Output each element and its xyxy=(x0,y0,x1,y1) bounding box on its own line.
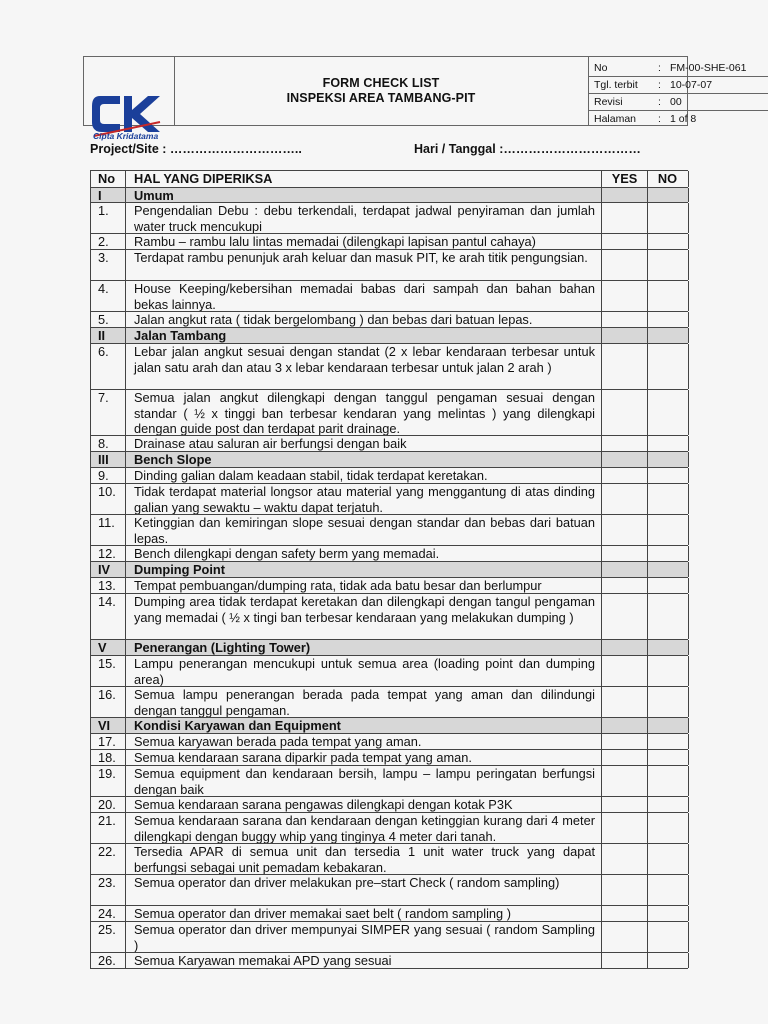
no-checkbox-cell[interactable] xyxy=(647,906,689,921)
yes-checkbox-cell[interactable] xyxy=(602,875,648,905)
row-item-text: Drainase atau saluran air berfungsi dengan baik xyxy=(126,436,602,451)
form-header xyxy=(83,56,747,126)
meta-sep: : xyxy=(658,96,661,108)
checklist-row xyxy=(90,733,688,749)
row-number: IV xyxy=(90,562,126,577)
checklist-row xyxy=(90,812,688,843)
no-checkbox-cell xyxy=(647,452,689,467)
no-checkbox-cell[interactable] xyxy=(647,515,689,545)
date-field[interactable]: Hari / Tanggal :…………………………… xyxy=(414,142,641,156)
row-number: 8. xyxy=(90,436,126,451)
row-item-text: Lebar jalan angkut sesuai dengan standat (2 x lebar kendaraan terbesar untuk jalan satu arah dan atau 3 x lebar kendaraan terbesar untuk jalan 2 arah ) xyxy=(126,344,602,389)
yes-checkbox-cell[interactable] xyxy=(602,390,648,435)
header-no: No xyxy=(90,171,126,187)
row-number: 5. xyxy=(90,312,126,327)
meta-key: Revisi xyxy=(594,96,623,108)
row-item-text: Semua kendaraan sarana dan kendaraan dengan ketinggian kurang dari 4 meter dilengkapi dengan buggy whip yang tinginya 4 meter dari tanah. xyxy=(126,813,602,843)
no-checkbox-cell[interactable] xyxy=(647,390,689,435)
row-number: II xyxy=(90,328,126,343)
yes-checkbox-cell[interactable] xyxy=(602,312,648,327)
row-item-text: Semua equipment dan kendaraan bersih, lampu – lampu peringatan berfungsi dengan baik xyxy=(126,766,602,796)
yes-checkbox-cell[interactable] xyxy=(602,906,648,921)
form-title: FORM CHECK LIST xyxy=(322,76,440,90)
section-row xyxy=(90,327,688,343)
meta-row-revision xyxy=(588,93,768,111)
title-cell xyxy=(174,57,589,125)
table-header-row xyxy=(90,170,688,187)
no-checkbox-cell xyxy=(647,562,689,577)
checklist-row xyxy=(90,796,688,812)
row-number: 20. xyxy=(90,797,126,812)
section-title: Jalan Tambang xyxy=(126,328,602,343)
no-checkbox-cell[interactable] xyxy=(647,875,689,905)
row-number: 1. xyxy=(90,203,126,233)
yes-checkbox-cell xyxy=(602,452,648,467)
checklist-row xyxy=(90,577,688,593)
section-row xyxy=(90,451,688,467)
yes-checkbox-cell[interactable] xyxy=(602,281,648,311)
checklist-row xyxy=(90,343,688,389)
header-no-answer: NO xyxy=(647,171,689,187)
yes-checkbox-cell xyxy=(602,718,648,733)
no-checkbox-cell[interactable] xyxy=(647,953,689,968)
meta-value: FM-00-SHE-061 xyxy=(670,62,747,74)
checklist-row xyxy=(90,545,688,561)
meta-key: No xyxy=(594,62,608,74)
yes-checkbox-cell[interactable] xyxy=(602,250,648,280)
row-number: 9. xyxy=(90,468,126,483)
form-subtitle: INSPEKSI AREA TAMBANG-PIT xyxy=(286,91,476,105)
meta-key: Tgl. terbit xyxy=(594,79,638,91)
row-item-text: Rambu – rambu lalu lintas memadai (dilengkapi lapisan pantul cahaya) xyxy=(126,234,602,249)
row-number: 16. xyxy=(90,687,126,717)
row-item-text: Semua operator dan driver mempunyai SIMPER yang sesuai ( random Sampling ) xyxy=(126,922,602,952)
meta-sep: : xyxy=(658,113,661,125)
row-number: I xyxy=(90,188,126,202)
yes-checkbox-cell[interactable] xyxy=(602,922,648,952)
section-row xyxy=(90,561,688,577)
checklist-row xyxy=(90,874,688,905)
yes-checkbox-cell xyxy=(602,188,648,202)
section-title: Umum xyxy=(126,188,602,202)
row-number: 26. xyxy=(90,953,126,968)
row-item-text: House Keeping/kebersihan memadai babas dari sampah dan bahan bahan bekas lainnya. xyxy=(126,281,602,311)
row-item-text: Dumping area tidak terdapat keretakan dan dilengkapi dengan tangul pengaman yang memadai ( ½ x tingi ban terbesar kendaraan yang melakukan dumping ) xyxy=(126,594,602,639)
row-number: 14. xyxy=(90,594,126,639)
checklist-row xyxy=(90,202,688,233)
row-number: 11. xyxy=(90,515,126,545)
yes-checkbox-cell[interactable] xyxy=(602,687,648,717)
row-item-text: Jalan angkut rata ( tidak bergelombang ) dan bebas dari batuan lepas. xyxy=(126,312,602,327)
row-number: 21. xyxy=(90,813,126,843)
checklist-row xyxy=(90,593,688,639)
meta-row-no xyxy=(588,59,768,77)
meta-value: 1 of 8 xyxy=(670,113,697,125)
section-row xyxy=(90,187,688,202)
yes-checkbox-cell[interactable] xyxy=(602,734,648,749)
yes-checkbox-cell[interactable] xyxy=(602,546,648,561)
yes-checkbox-cell xyxy=(602,562,648,577)
header-yes: YES xyxy=(602,171,648,187)
no-checkbox-cell[interactable] xyxy=(647,312,689,327)
no-checkbox-cell xyxy=(647,188,689,202)
row-number: 18. xyxy=(90,750,126,765)
row-number: V xyxy=(90,640,126,655)
no-checkbox-cell xyxy=(647,718,689,733)
document-meta xyxy=(588,57,747,125)
no-checkbox-cell[interactable] xyxy=(647,844,689,874)
checklist-row xyxy=(90,514,688,545)
checklist-row xyxy=(90,921,688,952)
meta-key: Halaman xyxy=(594,113,637,125)
row-item-text: Semua operator dan driver memakai saet belt ( random sampling ) xyxy=(126,906,602,921)
yes-checkbox-cell[interactable] xyxy=(602,953,648,968)
meta-row-date xyxy=(588,76,768,94)
yes-checkbox-cell[interactable] xyxy=(602,844,648,874)
row-item-text: Terdapat rambu penunjuk arah keluar dan masuk PIT, ke arah titik pengungsian. xyxy=(126,250,602,280)
yes-checkbox-cell[interactable] xyxy=(602,813,648,843)
no-checkbox-cell[interactable] xyxy=(647,436,689,451)
checklist-row xyxy=(90,843,688,874)
checklist-row xyxy=(90,280,688,311)
row-number: 2. xyxy=(90,234,126,249)
no-checkbox-cell xyxy=(647,640,689,655)
row-number: 22. xyxy=(90,844,126,874)
yes-checkbox-cell[interactable] xyxy=(602,766,648,796)
row-item-text: Semua jalan angkut dilengkapi dengan tanggul pengaman sesuai dengan standar ( ½ x tinggi ban terbesar kendaran yang melintas ) yang dilengkapi dengan guide post dan terdapat parit drainage. xyxy=(126,390,602,435)
no-checkbox-cell[interactable] xyxy=(647,797,689,812)
no-checkbox-cell[interactable] xyxy=(647,344,689,389)
checklist-row xyxy=(90,952,688,968)
row-item-text: Semua kendaraan sarana diparkir pada tempat yang aman. xyxy=(126,750,602,765)
section-title: Dumping Point xyxy=(126,562,602,577)
project-site-field[interactable]: Project/Site : ………………………….. xyxy=(90,142,302,156)
no-checkbox-cell[interactable] xyxy=(647,250,689,280)
meta-sep: : xyxy=(658,79,661,91)
no-checkbox-cell xyxy=(647,328,689,343)
section-row xyxy=(90,717,688,733)
no-checkbox-cell[interactable] xyxy=(647,234,689,249)
no-checkbox-cell[interactable] xyxy=(647,546,689,561)
row-number: III xyxy=(90,452,126,467)
section-title: Bench Slope xyxy=(126,452,602,467)
yes-checkbox-cell[interactable] xyxy=(602,344,648,389)
section-row xyxy=(90,639,688,655)
yes-checkbox-cell[interactable] xyxy=(602,234,648,249)
row-number: 6. xyxy=(90,344,126,389)
row-number: VI xyxy=(90,718,126,733)
no-checkbox-cell[interactable] xyxy=(647,687,689,717)
yes-checkbox-cell[interactable] xyxy=(602,484,648,514)
row-number: 13. xyxy=(90,578,126,593)
checklist-row xyxy=(90,311,688,327)
row-number: 12. xyxy=(90,546,126,561)
table-bottom-border xyxy=(90,968,688,969)
yes-checkbox-cell[interactable] xyxy=(602,797,648,812)
row-number: 24. xyxy=(90,906,126,921)
checklist-row xyxy=(90,389,688,435)
row-number: 17. xyxy=(90,734,126,749)
row-item-text: Semua lampu penerangan berada pada tempat yang aman dan dilindungi dengan tanggul pengaman. xyxy=(126,687,602,717)
no-checkbox-cell[interactable] xyxy=(647,281,689,311)
checklist-row xyxy=(90,249,688,280)
row-number: 4. xyxy=(90,281,126,311)
yes-checkbox-cell[interactable] xyxy=(602,656,648,686)
checklist-row xyxy=(90,765,688,796)
yes-checkbox-cell[interactable] xyxy=(602,468,648,483)
no-checkbox-cell[interactable] xyxy=(647,594,689,639)
yes-checkbox-cell[interactable] xyxy=(602,750,648,765)
yes-checkbox-cell[interactable] xyxy=(602,578,648,593)
row-item-text: Semua Karyawan memakai APD yang sesuai xyxy=(126,953,602,968)
row-item-text: Semua kendaraan sarana pengawas dilengkapi dengan kotak P3K xyxy=(126,797,602,812)
no-checkbox-cell[interactable] xyxy=(647,750,689,765)
row-item-text: Semua karyawan berada pada tempat yang aman. xyxy=(126,734,602,749)
checklist-row xyxy=(90,686,688,717)
yes-checkbox-cell[interactable] xyxy=(602,594,648,639)
no-checkbox-cell[interactable] xyxy=(647,203,689,233)
section-title: Kondisi Karyawan dan Equipment xyxy=(126,718,602,733)
no-checkbox-cell[interactable] xyxy=(647,766,689,796)
no-checkbox-cell[interactable] xyxy=(647,578,689,593)
row-item-text: Tidak terdapat material longsor atau material yang menggantung di atas dinding galian yang sewaktu – waktu dapat terjatuh. xyxy=(126,484,602,514)
yes-checkbox-cell[interactable] xyxy=(602,436,648,451)
row-number: 15. xyxy=(90,656,126,686)
row-item-text: Tempat pembuangan/dumping rata, tidak ada batu besar dan berlumpur xyxy=(126,578,602,593)
checklist-row xyxy=(90,905,688,921)
checklist-row xyxy=(90,749,688,765)
checklist-row xyxy=(90,467,688,483)
meta-sep: : xyxy=(658,62,661,74)
checklist-row xyxy=(90,435,688,451)
row-item-text: Dinding galian dalam keadaan stabil, tidak terdapat keretakan. xyxy=(126,468,602,483)
checklist-row xyxy=(90,655,688,686)
row-item-text: Tersedia APAR di semua unit dan tersedia 1 unit water truck yang dapat berfungsi sebagai unit pemadam kebakaran. xyxy=(126,844,602,874)
row-number: 3. xyxy=(90,250,126,280)
meta-value: 00 xyxy=(670,96,682,108)
row-item-text: Ketinggian dan kemiringan slope sesuai dengan standar dan bebas dari batuan lepas. xyxy=(126,515,602,545)
yes-checkbox-cell xyxy=(602,328,648,343)
checklist-row xyxy=(90,483,688,514)
yes-checkbox-cell xyxy=(602,640,648,655)
header-item: HAL YANG DIPERIKSA xyxy=(126,171,602,187)
row-item-text: Bench dilengkapi dengan safety berm yang memadai. xyxy=(126,546,602,561)
section-title: Penerangan (Lighting Tower) xyxy=(126,640,602,655)
row-number: 19. xyxy=(90,766,126,796)
row-item-text: Semua operator dan driver melakukan pre–start Check ( random sampling) xyxy=(126,875,602,905)
no-checkbox-cell[interactable] xyxy=(647,734,689,749)
yes-checkbox-cell[interactable] xyxy=(602,515,648,545)
logo-text: Cipta Kridatama xyxy=(93,131,159,141)
yes-checkbox-cell[interactable] xyxy=(602,203,648,233)
row-item-text: Pengendalian Debu : debu terkendali, terdapat jadwal penyiraman dan jumlah water truck mencukupi xyxy=(126,203,602,233)
no-checkbox-cell[interactable] xyxy=(647,656,689,686)
no-checkbox-cell[interactable] xyxy=(647,922,689,952)
row-number: 23. xyxy=(90,875,126,905)
row-item-text: Lampu penerangan mencukupi untuk semua area (loading point dan dumping area) xyxy=(126,656,602,686)
meta-value: 10-07-07 xyxy=(670,79,713,91)
row-number: 7. xyxy=(90,390,126,435)
no-checkbox-cell[interactable] xyxy=(647,468,689,483)
no-checkbox-cell[interactable] xyxy=(647,813,689,843)
row-number: 25. xyxy=(90,922,126,952)
meta-row-page xyxy=(588,110,768,127)
checklist-row xyxy=(90,233,688,249)
row-number: 10. xyxy=(90,484,126,514)
no-checkbox-cell[interactable] xyxy=(647,484,689,514)
